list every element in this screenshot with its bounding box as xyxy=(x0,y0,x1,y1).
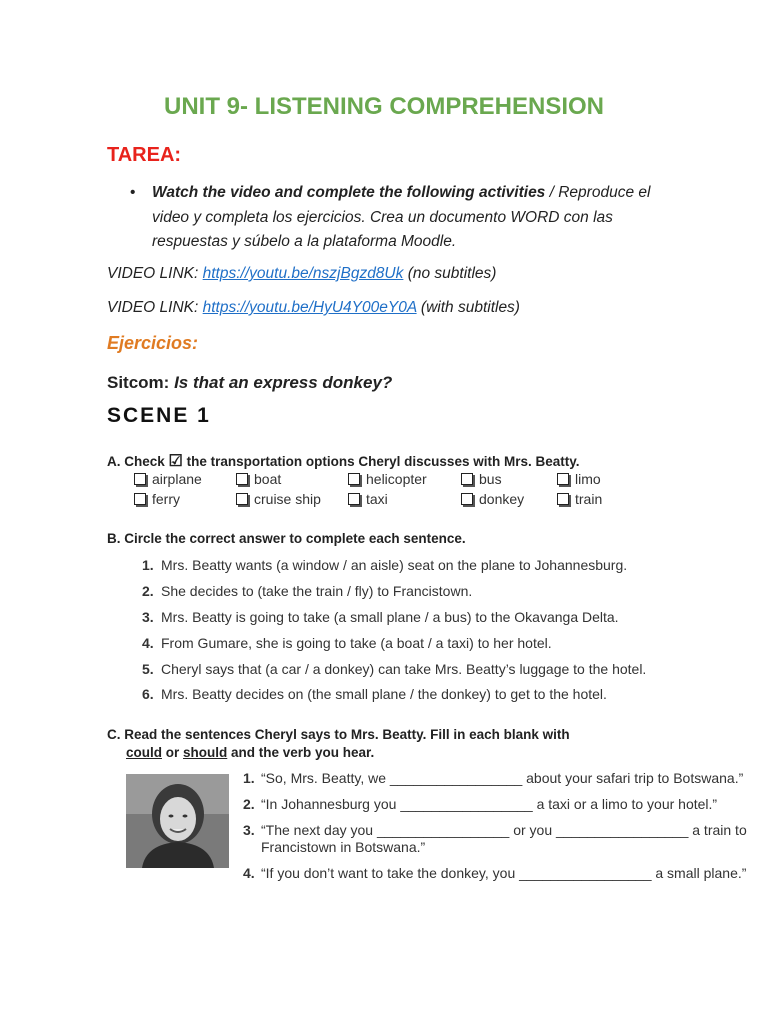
option-label: donkey xyxy=(479,491,525,507)
video-link-note: (with subtitles) xyxy=(416,299,520,316)
video-link-line-2 xyxy=(107,299,520,317)
section-c-heading-rest: and the verb you hear. xyxy=(227,745,375,760)
item-text: Francistown in Botswana.” xyxy=(261,839,426,855)
instruction-text xyxy=(152,181,677,255)
should-word: should xyxy=(183,745,228,760)
option-boat[interactable] xyxy=(236,471,281,487)
option-cruise-ship[interactable] xyxy=(236,491,321,507)
option-limo[interactable] xyxy=(557,471,601,487)
section-b-heading: B. Circle the correct answer to complete each sentence. xyxy=(107,531,466,546)
option-taxi[interactable] xyxy=(348,491,388,507)
item-text: From Gumare, she is going to take (a boat / a taxi) to her hotel. xyxy=(161,635,552,651)
fill-item-continued xyxy=(243,839,425,855)
section-a-label: A. Check xyxy=(107,454,165,469)
item-number: 4. xyxy=(243,865,255,881)
list-item xyxy=(142,661,646,677)
sitcom-label: Sitcom: xyxy=(107,373,175,392)
checkbox-icon[interactable] xyxy=(348,473,360,485)
scene-heading: SCENE 1 xyxy=(107,404,211,427)
item-number: 1. xyxy=(142,557,154,573)
option-donkey[interactable] xyxy=(461,491,524,507)
fill-item xyxy=(243,796,717,812)
option-airplane[interactable] xyxy=(134,471,202,487)
option-label: cruise ship xyxy=(254,491,321,507)
fill-item xyxy=(243,770,743,786)
section-c-heading-line1: C. Read the sentences Cheryl says to Mrs. Beatty. Fill in each blank with xyxy=(107,727,570,742)
item-text: Cheryl says that (a car / a donkey) can take Mrs. Beatty’s luggage to the hotel. xyxy=(161,661,647,677)
could-word: could xyxy=(126,745,162,760)
item-text: “The next day you _________________ or you _________________ a train to xyxy=(261,822,747,838)
sitcom-title xyxy=(107,373,392,393)
tarea-heading: TAREA: xyxy=(107,144,182,166)
video-link-label: VIDEO LINK: xyxy=(107,265,203,282)
item-text: Mrs. Beatty wants (a window / an aisle) seat on the plane to Johannesburg. xyxy=(161,557,628,573)
item-number: 3. xyxy=(243,822,255,838)
option-helicopter[interactable] xyxy=(348,471,427,487)
list-item xyxy=(142,557,627,573)
option-label: ferry xyxy=(152,491,180,507)
item-text: “If you don’t want to take the donkey, you _________________ a small plane.” xyxy=(261,865,747,881)
ejercicios-heading: Ejercicios: xyxy=(107,333,199,353)
checkbox-icon[interactable] xyxy=(557,473,569,485)
video-link-label: VIDEO LINK: xyxy=(107,299,203,316)
option-label: limo xyxy=(575,471,601,487)
instruction-rest: / Reproduce el video y completa los ejercicios. Crea un documento WORD con las respuestas y súbelo a la plataforma Moodle. xyxy=(152,184,651,250)
option-label: helicopter xyxy=(366,471,427,487)
checkbox-icon[interactable] xyxy=(236,493,248,505)
item-number: 2. xyxy=(243,796,255,812)
item-text: “So, Mrs. Beatty, we _________________ about your safari trip to Botswana.” xyxy=(261,770,744,786)
list-item xyxy=(142,609,619,625)
video-link-line-1 xyxy=(107,265,496,283)
item-number: 2. xyxy=(142,583,154,599)
checkbox-icon[interactable] xyxy=(348,493,360,505)
list-item xyxy=(142,583,472,599)
list-item xyxy=(142,635,552,651)
item-text: She decides to (take the train / fly) to Francistown. xyxy=(161,583,473,599)
item-text: Mrs. Beatty decides on (the small plane / the donkey) to get to the hotel. xyxy=(161,686,607,702)
checkbox-icon[interactable] xyxy=(134,473,146,485)
or-word: or xyxy=(162,745,184,760)
video-link-2[interactable]: https://youtu.be/HyU4Y00eY0A xyxy=(202,299,417,316)
option-label: taxi xyxy=(366,491,388,507)
sitcom-episode: Is that an express donkey? xyxy=(174,373,393,392)
checkbox-icon[interactable] xyxy=(557,493,569,505)
option-label: bus xyxy=(479,471,502,487)
section-a-instruction: the transportation options Cheryl discusses with Mrs. Beatty. xyxy=(186,454,580,469)
item-number: 6. xyxy=(142,686,154,702)
checkbox-icon[interactable] xyxy=(134,493,146,505)
checkbox-icon[interactable] xyxy=(461,473,473,485)
fill-item xyxy=(243,865,746,881)
option-label: airplane xyxy=(152,471,202,487)
section-a-heading xyxy=(107,451,579,471)
option-label: train xyxy=(575,491,603,507)
item-text: “In Johannesburg you _________________ a taxi or a limo to your hotel.” xyxy=(261,796,718,812)
item-number: 3. xyxy=(142,609,154,625)
list-item xyxy=(142,686,607,702)
checkbox-icon[interactable] xyxy=(461,493,473,505)
item-number: 5. xyxy=(142,661,154,677)
fill-item xyxy=(243,822,747,838)
option-train[interactable] xyxy=(557,491,602,507)
page-title: UNIT 9- LISTENING COMPREHENSION xyxy=(163,93,605,120)
option-label: boat xyxy=(254,471,282,487)
video-link-note: (no subtitles) xyxy=(403,265,497,282)
checkbox-icon[interactable] xyxy=(236,473,248,485)
item-text: Mrs. Beatty is going to take (a small plane / a bus) to the Okavanga Delta. xyxy=(161,609,619,625)
checkmark-icon: ☑ xyxy=(168,453,183,470)
bullet-icon: • xyxy=(130,184,136,201)
item-number: 4. xyxy=(142,635,154,651)
video-link-1[interactable]: https://youtu.be/nszjBgzd8Uk xyxy=(202,265,404,282)
cheryl-photo xyxy=(126,774,229,868)
instruction-bold: Watch the video and complete the following activities xyxy=(152,184,546,201)
section-c-heading-line2 xyxy=(126,745,374,760)
item-number: 1. xyxy=(243,770,255,786)
option-bus[interactable] xyxy=(461,471,502,487)
option-ferry[interactable] xyxy=(134,491,180,507)
